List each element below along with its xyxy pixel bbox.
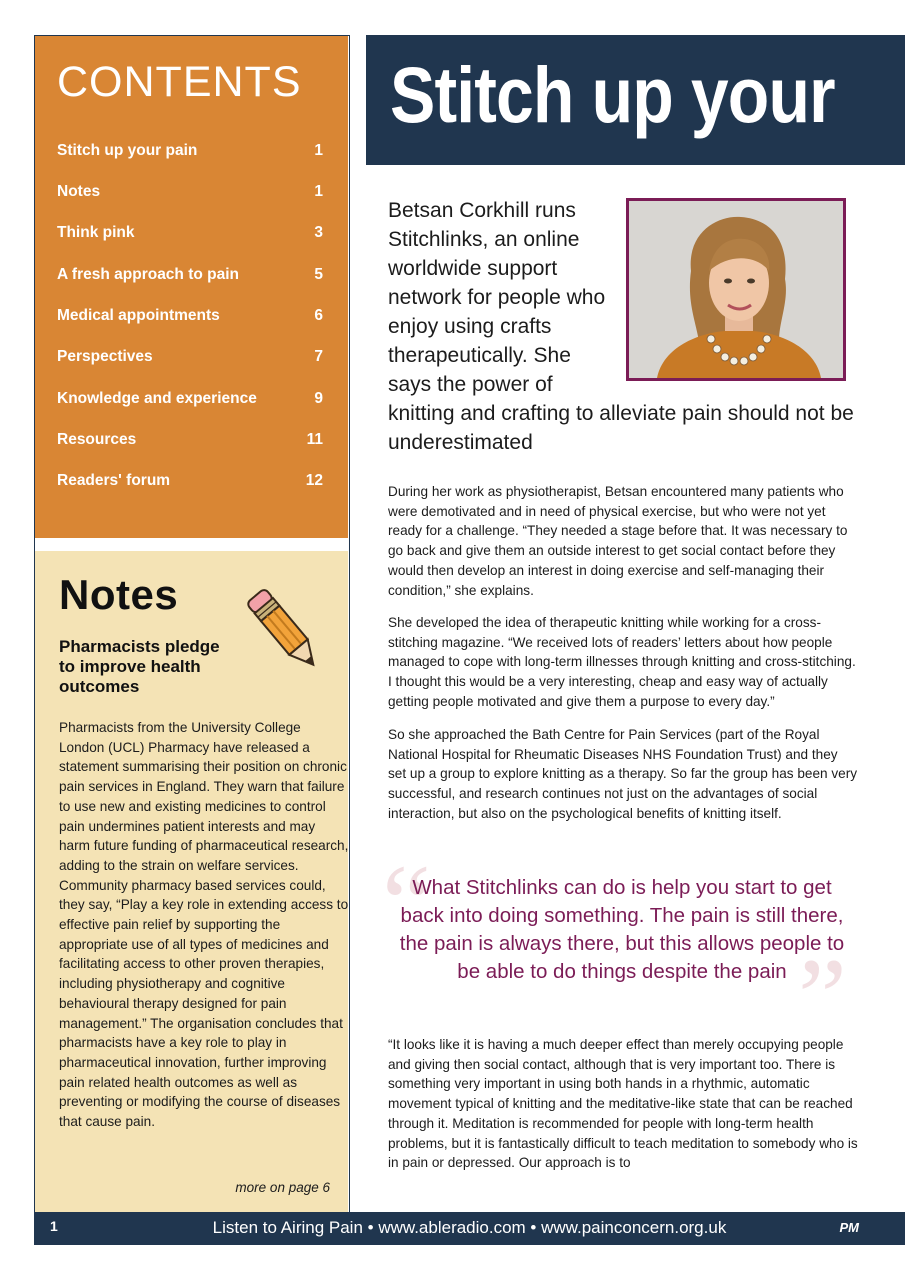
pull-quote (380, 842, 860, 1058)
toc-item-label: Stitch up your pain (57, 142, 198, 159)
footer-links[interactable]: Listen to Airing Pain • www.ableradio.com • www.painconcern.org.uk (212, 1218, 727, 1237)
contents-title: CONTENTS (57, 58, 302, 106)
footer-logo-mark: PM (839, 1220, 859, 1235)
article-paragraph: She developed the idea of therapeutic knitting while working for a cross-stitching magazine. “We received lots of readers’ letters about how people managed to cope with long-term illnesses through knitting and cross-stitching. I thought this would be a very interesting, cheap and easy way of actually getting people motivated and give them a purpose to every day.” (388, 615, 856, 709)
pull-quote-text: What Stitchlinks can do is help you start to get back into doing something. The pain is still there, the pain is always there, but this allows people to be able to do things despite the pain (399, 876, 845, 983)
column-divider (35, 538, 348, 551)
toc-item[interactable] (57, 390, 323, 412)
toc-item-page: 5 (314, 266, 323, 283)
close-quote-mark: ” (798, 936, 847, 1058)
toc-item-label: Perspectives (57, 348, 153, 365)
notes-subtitle: Pharmacists pledge to improve health outcomes (59, 637, 220, 696)
contents-box (35, 36, 348, 538)
more-on-page-link[interactable]: more on page 6 (235, 1180, 330, 1195)
toc-item[interactable] (57, 431, 323, 453)
toc-item-page: 3 (314, 224, 323, 241)
toc-item-label: Resources (57, 431, 137, 448)
toc-item-page: 1 (314, 142, 323, 159)
toc-item-label: Think pink (57, 224, 135, 241)
notes-body-text: Pharmacists from the University College London (UCL) Pharmacy have released a statement summarising their position on chronic pain services in England. They warn that failure to use new and existing medicines to control pain undermines patient interests and may harm future funding of pharmaceutical research, adding to the strain on welfare services. Community pharmacy based services could, they say, “Play a key role in extending access to effective pain relief by supporting the appropriate use of all types of medicines and facilitating access to other proven therapies, including physiotherapy and cognitive behavioural therapy designed for pain management.” The organisation concludes that pharmacists have a key role to play in pharmaceutical innovation, further improving pain related health outcomes as well as preventing or modifying the course of diseases that cause pain. (59, 720, 349, 1130)
toc-item[interactable] (57, 183, 323, 205)
notes-box (35, 551, 348, 1212)
article-intro (388, 196, 858, 457)
toc-item-label: Medical appointments (57, 307, 220, 324)
toc-item[interactable] (57, 224, 323, 246)
open-quote-mark: “ (382, 842, 431, 964)
article-paragraph: During her work as physiotherapist, Betsan encountered many patients who were demotivated and in need of physical exercise, but who were not yet ready for a challenge. “They needed a stage before that. It was necessary to go back and give them an outside interest to get social contact before they would then develop an interest in doing exercise and self-managing their condition,” she explains. (388, 484, 848, 598)
notes-title: Notes (59, 571, 179, 618)
toc-item-label: Readers' forum (57, 472, 171, 489)
intro-text: Betsan Corkhill runs Stitchlinks, an online worldwide support network for people who enjoy using crafts therapeutically. She says the power of knitting and crafting to alleviate pain should not be underestimated (388, 199, 854, 454)
toc-item-label: Knowledge and experience (57, 390, 257, 407)
portrait-image (629, 201, 843, 378)
toc-item-page: 12 (305, 472, 323, 489)
toc-item[interactable] (57, 472, 323, 494)
toc-item-page: 1 (314, 183, 323, 200)
page-footer (34, 1212, 905, 1245)
pencil-icon (235, 581, 335, 681)
toc-item[interactable] (57, 142, 323, 164)
article-paragraph: “It looks like it is having a much deeper effect than merely occupying people and giving then social contact, although that is very important too. There is something very important in using both hands in a rhythmic, automatic movement typical of knitting and the meditative-like state that can be reached through it. Meditation is recommended for people with long-term health problems, but it is fantastically difficult to teach meditation to somebody who is in pain or depressed. Our approach is to (388, 1037, 858, 1171)
toc-item[interactable] (57, 307, 323, 329)
page-number: 1 (50, 1218, 58, 1234)
toc-item-label: A fresh approach to pain (57, 266, 240, 283)
toc-item-page: 7 (314, 348, 323, 365)
article-paragraph: So she approached the Bath Centre for Pain Services (part of the Royal National Hospital for Rheumatic Diseases NHS Foundation Trust) and they set up a group to explore knitting as a therapy. So far the group has been very successful, and research continues not just on the advantages of social interaction, but also on the psychological benefits of knitting itself. (388, 727, 858, 821)
toc-item-page: 6 (314, 307, 323, 324)
toc-item[interactable] (57, 348, 323, 370)
toc-item[interactable] (57, 266, 323, 288)
portrait-photo (626, 198, 846, 381)
toc-item-label: Notes (57, 183, 101, 200)
toc-item-page: 9 (314, 390, 323, 407)
toc-item-page: 11 (306, 431, 323, 448)
article-banner (366, 35, 905, 165)
article-title: Stitch up your (390, 50, 835, 139)
